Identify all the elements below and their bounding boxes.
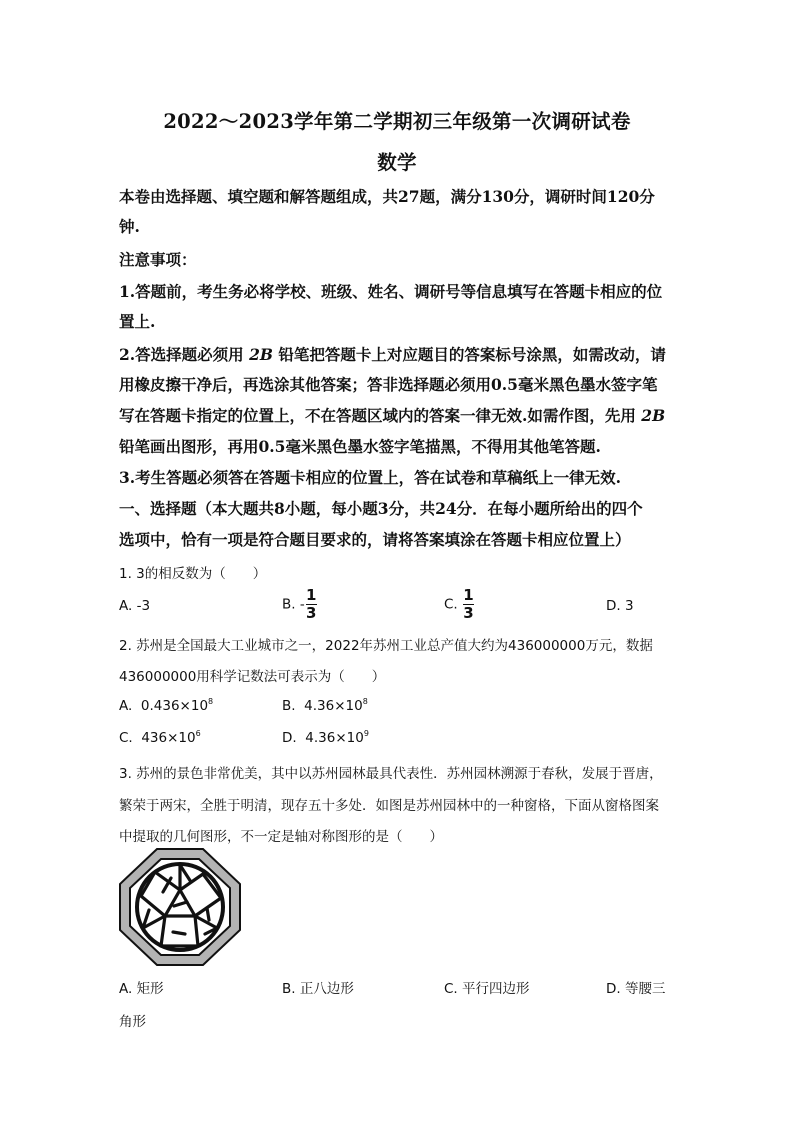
lattice-window-figure [119,848,241,966]
q3-option-c: C. 平行四边形 [444,981,530,997]
note-2-line-3: 写在答题卡指定的位置上，不在答题区域内的答案一律无效.如需作图，先用 2B [119,406,666,425]
q1-option-d: D. 3 [606,598,634,614]
intro-line-2: 钟. [119,217,140,236]
note-3: 3.考生答题必须答在答题卡相应的位置上，答在试卷和草稿纸上一律无效. [119,468,622,487]
q3-line-2: 繁荣于两宋，全胜于明清，现存五十多处．如图是苏州园林中的一种窗格，下面从窗格图案 [119,798,659,814]
q2-option-b: B. $4.36\times 10^8$ [282,697,368,714]
section-1-line-2: 选项中，恰有一项是符合题目要求的，请将答案填涂在答题卡相应位置上） [119,530,631,549]
q3-line-3: 中提取的几何图形，不一定是轴对称图形的是（ ） [119,829,443,845]
q3-option-d: D. 等腰三 [606,981,666,997]
q1-option-a: A. -3 [119,598,151,614]
q3-line-1: 3. 苏州的景色非常优美，其中以苏州园林最具代表性．苏州园林溯源于春秋，发展于晋唐， [119,766,663,782]
q2-line-2: 436000000用科学记数法可表示为（ ） [119,669,386,685]
q3-option-d-continued: 角形 [119,1014,146,1030]
q1-option-c-fraction: $\frac{1}{3}$ [463,586,474,622]
subject-title: 数学 [377,151,417,174]
q2-option-d: D. $4.36\times 10^9$ [282,729,369,746]
q1-option-b: B. - $\frac{1}{3}$ [282,586,317,622]
note-1-line-2: 置上. [119,312,156,331]
q2-option-a: A. $0.436\times 10^8$ [119,697,214,714]
q1-option-c: C. $\frac{1}{3}$ [444,586,474,622]
q2-line-1: 2. 苏州是全国最大工业城市之一，2022年苏州工业总产值大约为436000000万元，数据 [119,638,653,654]
q1-option-b-fraction: $\frac{1}{3}$ [306,586,317,622]
note-2-line-1: 2.答选择题必须用 2B 铅笔把答题卡上对应题目的答案标号涂黑，如需改动，请 [119,345,666,364]
note-2-line-2: 用橡皮擦干净后，再选涂其他答案；答非选择题必须用0.5毫米黑色墨水签字笔 [119,375,658,394]
q2-option-c: C. $436\times 10^6$ [119,729,201,746]
notes-heading: 注意事项： [119,250,197,269]
exam-title: 2022～2023学年第二学期初三年级第一次调研试卷 [163,110,631,133]
q3-option-a: A. 矩形 [119,981,164,997]
q1-stem: 1. 3的相反数为（ ） [119,566,267,582]
note-1-line-1: 1.答题前，考生务必将学校、班级、姓名、调研号等信息填写在答题卡相应的位 [119,282,663,301]
q3-option-b: B. 正八边形 [282,981,354,997]
section-1-line-1: 一、选择题（本大题共8小题，每小题3分，共24分．在每小题所给出的四个 [119,499,643,518]
intro-line-1: 本卷由选择题、填空题和解答题组成，共27题，满分130分，调研时间120分 [119,187,655,206]
note-2-line-4: 铅笔画出图形，再用0.5毫米黑色墨水签字笔描黑，不得用其他笔答题. [119,437,601,456]
